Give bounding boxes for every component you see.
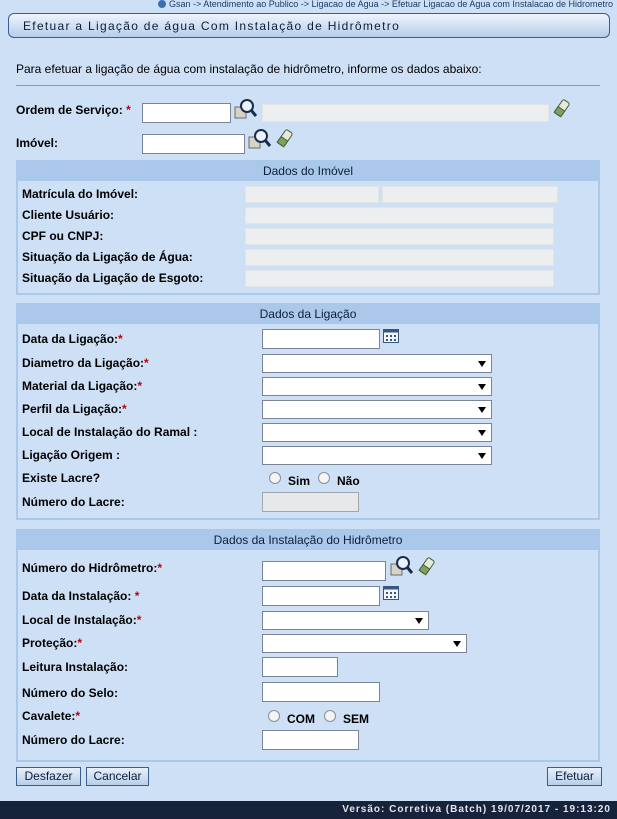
cpf-field bbox=[245, 228, 554, 245]
cavalete-com-label: COM bbox=[287, 712, 315, 726]
eraser-icon[interactable] bbox=[418, 556, 436, 576]
material-select[interactable] bbox=[262, 377, 492, 396]
version-footer: Versão: Corretiva (Batch) 19/07/2017 - 19:13:20 bbox=[0, 801, 617, 819]
calendar-icon[interactable] bbox=[383, 586, 399, 600]
perfil-select[interactable] bbox=[262, 400, 492, 419]
situacao-esgoto-field bbox=[245, 270, 554, 287]
situacao-esgoto-label: Situação da Ligação de Esgoto: bbox=[22, 271, 204, 285]
ordem-servico-input[interactable] bbox=[142, 103, 231, 123]
breadcrumb-text: Gsan -> Atendimento ao Publico -> Ligacao de Agua -> Efetuar Ligacao de Agua com Instalacao de Hidrometro bbox=[168, 0, 613, 9]
lacre-nao-label: Não bbox=[337, 474, 360, 488]
data-ligacao-input[interactable] bbox=[262, 329, 380, 349]
existe-lacre-label: Existe Lacre? bbox=[22, 471, 101, 485]
numero-lacre-instalacao-input[interactable] bbox=[262, 730, 359, 750]
local-instalacao-select[interactable] bbox=[262, 611, 429, 630]
cancelar-button[interactable]: Cancelar bbox=[86, 767, 149, 786]
divider bbox=[16, 85, 600, 86]
cliente-field bbox=[245, 207, 554, 224]
diametro-select[interactable] bbox=[262, 354, 492, 373]
dados-ligacao-heading: Dados da Ligação bbox=[18, 305, 598, 324]
perfil-label: Perfil da Ligação:* bbox=[22, 402, 127, 416]
data-instalacao-label: Data da Instalação: * bbox=[22, 589, 140, 603]
diametro-label: Diametro da Ligação:* bbox=[22, 356, 149, 370]
data-instalacao-input[interactable] bbox=[262, 586, 380, 606]
inscricao-field bbox=[382, 186, 558, 203]
cpf-label: CPF ou CNPJ: bbox=[22, 229, 104, 243]
leitura-label: Leitura Instalação: bbox=[22, 660, 129, 674]
cavalete-com-radio[interactable] bbox=[268, 710, 280, 722]
lacre-sim-label: Sim bbox=[288, 474, 311, 488]
numero-lacre-input[interactable] bbox=[262, 492, 359, 512]
data-ligacao-label: Data da Ligação:* bbox=[22, 332, 123, 346]
dados-imovel-heading: Dados do Imóvel bbox=[18, 162, 598, 181]
leitura-input[interactable] bbox=[262, 657, 338, 677]
lacre-sim-radio[interactable] bbox=[269, 472, 281, 484]
numero-selo-input[interactable] bbox=[262, 682, 380, 702]
eraser-icon[interactable] bbox=[276, 128, 294, 148]
protecao-label: Proteção:* bbox=[22, 636, 83, 650]
imovel-label: Imóvel: bbox=[16, 136, 59, 150]
ordem-servico-description bbox=[262, 104, 549, 122]
imovel-input[interactable] bbox=[142, 134, 245, 154]
numero-hidrometro-label: Número do Hidrômetro:* bbox=[22, 561, 163, 575]
search-icon[interactable] bbox=[390, 555, 414, 577]
cliente-label: Cliente Usuário: bbox=[22, 208, 115, 222]
ligacao-origem-label: Ligação Origem : bbox=[22, 448, 121, 462]
intro-text: Para efetuar a ligação de água com instalação de hidrômetro, informe os dados abaixo: bbox=[16, 62, 482, 76]
cavalete-label: Cavalete:* bbox=[22, 709, 81, 723]
ordem-servico-label: Ordem de Serviço: * bbox=[16, 103, 131, 117]
cavalete-sem-radio[interactable] bbox=[324, 710, 336, 722]
efetuar-button[interactable]: Efetuar bbox=[547, 767, 602, 786]
dados-instalacao-heading: Dados da Instalação do Hidrômetro bbox=[18, 531, 598, 550]
local-ramal-label: Local de Instalação do Ramal : bbox=[22, 425, 198, 439]
matricula-field bbox=[245, 186, 379, 203]
help-icon[interactable] bbox=[158, 0, 166, 8]
situacao-agua-label: Situação da Ligação de Água: bbox=[22, 250, 193, 264]
local-instalacao-label: Local de Instalação:* bbox=[22, 613, 142, 627]
material-label: Material da Ligação:* bbox=[22, 379, 143, 393]
protecao-select[interactable] bbox=[262, 634, 467, 653]
lacre-nao-radio[interactable] bbox=[318, 472, 330, 484]
numero-lacre-instalacao-label: Número do Lacre: bbox=[22, 733, 125, 747]
matricula-label: Matrícula do Imóvel: bbox=[22, 187, 139, 201]
breadcrumb bbox=[158, 0, 613, 9]
search-icon[interactable] bbox=[234, 98, 258, 120]
calendar-icon[interactable] bbox=[383, 329, 399, 343]
desfazer-button[interactable]: Desfazer bbox=[16, 767, 81, 786]
page-title: Efetuar a Ligação de água Com Instalação de Hidrômetro bbox=[8, 13, 610, 38]
numero-hidrometro-input[interactable] bbox=[262, 561, 386, 581]
numero-lacre-label: Número do Lacre: bbox=[22, 495, 125, 509]
ligacao-origem-select[interactable] bbox=[262, 446, 492, 465]
search-icon[interactable] bbox=[248, 128, 272, 150]
eraser-icon[interactable] bbox=[553, 98, 571, 118]
cavalete-sem-label: SEM bbox=[343, 712, 370, 726]
local-ramal-select[interactable] bbox=[262, 423, 492, 442]
numero-selo-label: Número do Selo: bbox=[22, 686, 119, 700]
situacao-agua-field bbox=[245, 249, 554, 266]
